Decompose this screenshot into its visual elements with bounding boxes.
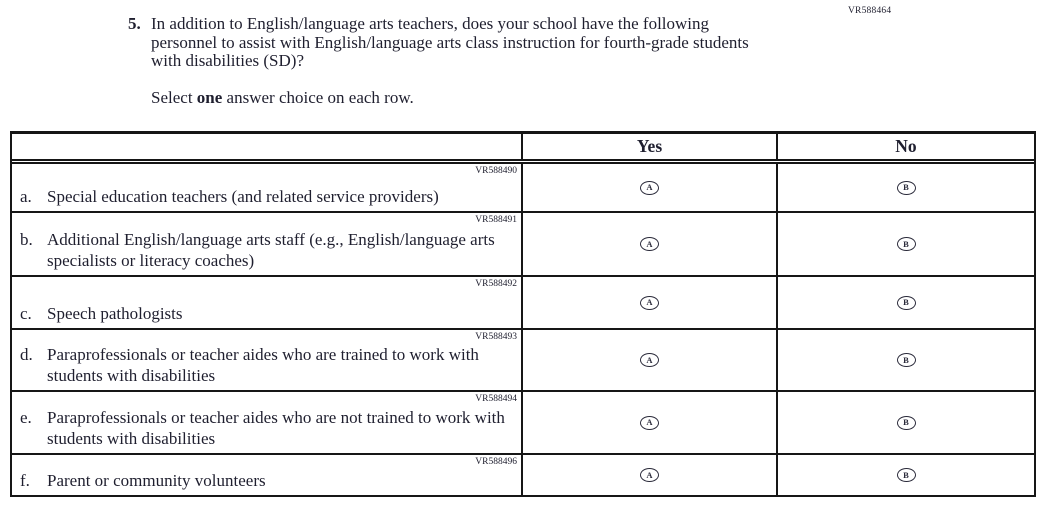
- row-a-no-cell: [778, 164, 1034, 211]
- row-b-yes-bubble[interactable]: A: [640, 237, 659, 251]
- row-e-yes-cell: [523, 392, 778, 453]
- row-a-yes-cell: [523, 164, 778, 211]
- row-c-label-cell: [12, 277, 523, 328]
- row-d-yes-bubble[interactable]: A: [640, 353, 659, 367]
- question-text-line: with disabilities (SD)?: [151, 51, 304, 70]
- instruction-bold-word: one: [196, 87, 223, 107]
- column-header-no: No: [895, 136, 917, 156]
- row-c-no-bubble[interactable]: B: [897, 296, 916, 310]
- row-c-yes-bubble[interactable]: A: [640, 296, 659, 310]
- row-f-yes-bubble[interactable]: A: [640, 468, 659, 482]
- row-d-label-cell: [12, 330, 523, 390]
- row-f-yes-cell: [523, 455, 778, 495]
- row-d-no-cell: [778, 330, 1034, 390]
- question-instruction: [151, 88, 928, 108]
- header-empty-cell: [12, 134, 523, 159]
- row-e-variable-code: VR588494: [475, 394, 517, 404]
- row-d-variable-code: VR588493: [475, 332, 517, 342]
- row-a-no-bubble[interactable]: B: [897, 181, 916, 195]
- row-a-label-cell: [12, 164, 523, 211]
- row-b-variable-code: VR588491: [475, 215, 517, 225]
- table-row-e: [12, 392, 1034, 455]
- row-b-no-cell: [778, 213, 1034, 275]
- table-header-row: [12, 134, 1034, 164]
- question-number: 5.: [128, 14, 141, 33]
- table-row-b: [12, 213, 1034, 277]
- table-row-a: [12, 164, 1034, 213]
- row-a-text: Special education teachers (and related service providers): [47, 186, 439, 206]
- row-c-yes-cell: [523, 277, 778, 328]
- row-d-letter: d.: [20, 345, 33, 364]
- instruction-prefix: Select: [151, 87, 197, 107]
- row-b-yes-cell: [523, 213, 778, 275]
- row-e-no-cell: [778, 392, 1034, 453]
- row-b-letter: b.: [20, 230, 33, 249]
- row-a-variable-code: VR588490: [475, 166, 517, 176]
- row-f-no-cell: [778, 455, 1034, 495]
- row-e-yes-bubble[interactable]: A: [640, 416, 659, 430]
- row-a-letter: a.: [20, 186, 32, 206]
- row-d-text: Paraprofessionals or teacher aides who are trained to work with students with disabilities: [47, 345, 479, 385]
- table-row-f: [12, 455, 1034, 497]
- row-c-text: Speech pathologists: [47, 303, 183, 323]
- row-c-letter: c.: [20, 303, 32, 323]
- table-row-d: [12, 330, 1034, 392]
- row-d-yes-cell: [523, 330, 778, 390]
- question-variable-code: VR588464: [848, 6, 892, 16]
- response-table: [10, 131, 1036, 497]
- row-d-no-bubble[interactable]: B: [897, 353, 916, 367]
- question-block: [128, 15, 928, 108]
- row-f-variable-code: VR588496: [475, 457, 517, 467]
- question-text: [151, 15, 749, 71]
- row-b-label-cell: [12, 213, 523, 275]
- row-c-variable-code: VR588492: [475, 279, 517, 289]
- row-f-text: Parent or community volunteers: [47, 470, 266, 490]
- row-a-yes-bubble[interactable]: A: [640, 181, 659, 195]
- row-b-text: Additional English/language arts staff (e.g., English/language arts specialists or literacy coaches): [47, 230, 495, 270]
- row-e-text: Paraprofessionals or teacher aides who are not trained to work with students with disabilities: [47, 408, 505, 448]
- instruction-suffix: answer choice on each row.: [222, 87, 414, 107]
- column-header-yes: Yes: [523, 134, 778, 159]
- row-f-label-cell: [12, 455, 523, 495]
- row-f-letter: f.: [20, 470, 30, 490]
- row-c-no-cell: [778, 277, 1034, 328]
- row-e-label-cell: [12, 392, 523, 453]
- row-e-no-bubble[interactable]: B: [897, 416, 916, 430]
- row-f-no-bubble[interactable]: B: [897, 468, 916, 482]
- row-e-letter: e.: [20, 408, 32, 427]
- row-b-no-bubble[interactable]: B: [897, 237, 916, 251]
- question-text-line: In addition to English/language arts teachers, does your school have the following: [151, 14, 710, 33]
- table-row-c: [12, 277, 1034, 330]
- question-text-line: personnel to assist with English/language arts class instruction for fourth-grade students: [151, 32, 749, 52]
